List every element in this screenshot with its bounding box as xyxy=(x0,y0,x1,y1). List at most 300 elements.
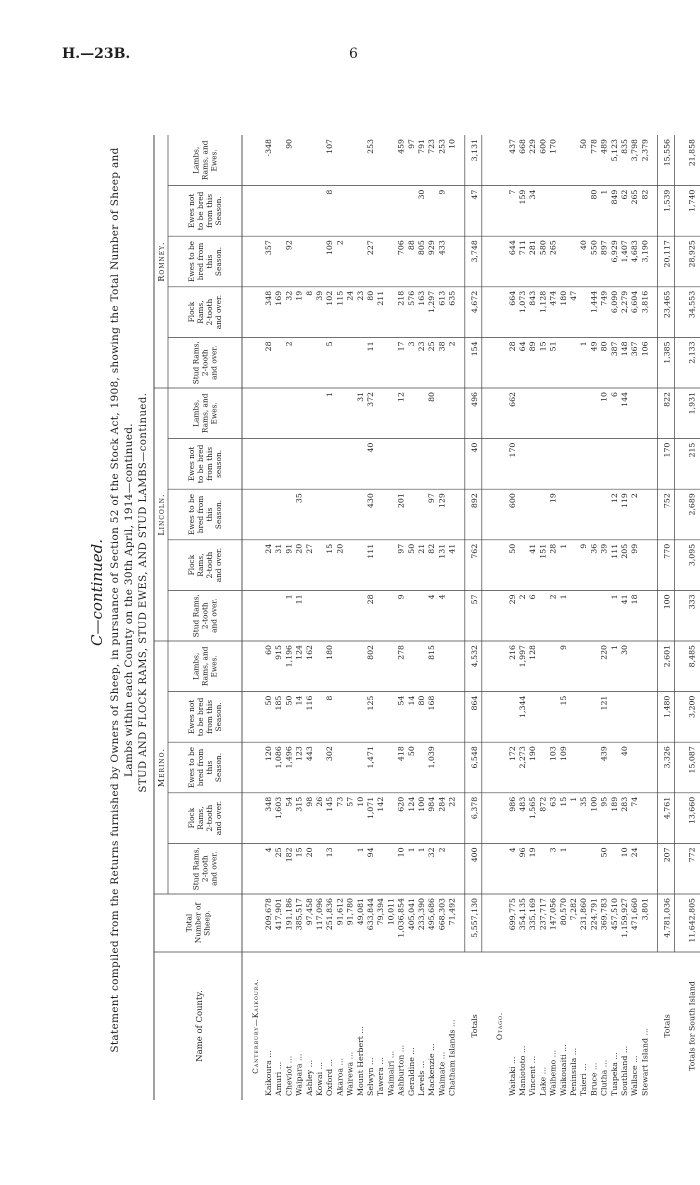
table-cell: 91,780 xyxy=(345,898,355,926)
table-cell: 40 xyxy=(366,442,375,453)
table-cell: 265 xyxy=(630,189,640,205)
table-cell: 189 xyxy=(609,796,619,812)
table-cell: 103 xyxy=(548,746,558,762)
table-cell: 13 xyxy=(325,847,335,858)
table-cell: 1,407 xyxy=(620,240,629,263)
totals-cell: 2,133 xyxy=(687,341,697,364)
totals-cell: 1,539 xyxy=(662,189,672,212)
table-cell: 62 xyxy=(620,189,629,200)
sub-column-header: Rams, xyxy=(196,300,205,324)
totals-cell: 2,689 xyxy=(687,493,697,516)
county-group-header: Otago. xyxy=(494,1011,504,1041)
sub-column-header: Stud Rams, xyxy=(191,847,201,891)
totals-cell: 772 xyxy=(687,847,697,863)
table-cell: 1 xyxy=(406,847,416,853)
table-cell: 489 xyxy=(599,139,609,154)
totals-cell: 4,781,036 xyxy=(662,898,672,938)
table-cell: 1,344 xyxy=(518,695,527,718)
table-cell: 12 xyxy=(609,493,619,504)
table-cell: 253 xyxy=(437,139,447,154)
sub-column-header: to be bred xyxy=(196,444,205,484)
totals-cell: 892 xyxy=(469,493,479,509)
table-cell: 50 xyxy=(599,847,609,858)
table-cell: 57 xyxy=(345,796,355,807)
table-cell: 483 xyxy=(518,796,527,812)
totals-cell: 170 xyxy=(662,442,672,458)
table-cell: 111 xyxy=(366,543,375,559)
table-cell: 849 xyxy=(609,189,619,205)
table-cell: 2 xyxy=(335,240,345,246)
totals-cell: 3,095 xyxy=(687,543,697,567)
table-cell: 111 xyxy=(609,543,619,559)
table-cell: 89 xyxy=(528,341,538,352)
sub-column-header: 2-tooth xyxy=(205,551,214,579)
sub-column-header: Season. xyxy=(214,702,223,732)
table-cell: 354,135 xyxy=(518,898,527,931)
table-cell: 91,612 xyxy=(335,898,345,926)
sub-column-header: bred from xyxy=(196,242,205,281)
table-cell: 99 xyxy=(630,543,640,554)
table-cell: 79,394 xyxy=(376,898,386,926)
county-name: Wallace ... xyxy=(630,1055,640,1096)
table-cell: 600 xyxy=(507,493,517,509)
group-header: Lincoln. xyxy=(157,493,166,536)
table-cell: 94 xyxy=(366,847,375,858)
table-cell: 10,011 xyxy=(386,898,396,926)
sub-column-header: this xyxy=(205,507,214,522)
county-name: Kaikoura ... xyxy=(264,1050,273,1096)
table-cell: 9 xyxy=(437,189,447,195)
table-cell: 80 xyxy=(599,341,609,352)
totals-cell: 28,925 xyxy=(687,240,697,268)
table-cell: 49 xyxy=(589,341,599,352)
table-cell: 4 xyxy=(264,847,273,853)
table-cell: 41 xyxy=(447,543,457,554)
table-cell: 8 xyxy=(325,695,335,701)
table-cell: 835 xyxy=(620,139,629,154)
table-cell: 220 xyxy=(599,645,609,660)
table-cell: 2,279 xyxy=(620,290,629,314)
table-cell: 6,604 xyxy=(630,290,640,314)
table-cell: 80 xyxy=(589,189,599,200)
table-cell: 47 xyxy=(569,290,578,301)
table-cell: 633,844 xyxy=(366,898,375,931)
table-cell: 91 xyxy=(284,543,294,554)
table-cell: 119 xyxy=(620,493,629,509)
totals-cell: 8,485 xyxy=(687,645,697,668)
table-cell: 417,901 xyxy=(274,898,284,931)
table-cell: 1 xyxy=(417,847,426,853)
table-cell: 15 xyxy=(558,796,568,807)
sub-column-header: Season. xyxy=(214,196,223,226)
table-cell: 405,041 xyxy=(406,898,416,931)
table-cell: 14 xyxy=(406,695,416,706)
table-cell: 778 xyxy=(589,139,599,154)
table-cell: 5,123 xyxy=(609,139,619,162)
county-name: Selwyn ... xyxy=(366,1057,375,1096)
sub-column-header: Lambs, xyxy=(191,652,201,680)
totals-cell: 215 xyxy=(687,442,697,458)
table-cell: 1,086 xyxy=(274,746,284,769)
table-cell: 131 xyxy=(437,543,447,559)
table-cell: 1 xyxy=(609,645,619,650)
totals-cell: 3,326 xyxy=(662,746,672,769)
table-cell: 95 xyxy=(599,796,609,807)
county-name: Waipara ... xyxy=(294,1053,304,1096)
table-cell: 8 xyxy=(325,189,335,195)
sub-column-header: bred from xyxy=(196,748,205,787)
sub-column-header: from this xyxy=(205,446,214,481)
table-cell: 19 xyxy=(548,493,558,504)
county-name: Levels ... xyxy=(417,1060,426,1096)
table-cell: 116 xyxy=(304,695,314,711)
total-column-header: Total xyxy=(184,913,194,933)
table-cell: 24 xyxy=(345,290,355,301)
sub-column-header: from this xyxy=(205,699,214,734)
table-cell: 1 xyxy=(558,847,568,853)
table-cell: 15 xyxy=(294,847,304,858)
table-cell: 80,570 xyxy=(558,898,568,926)
county-name: Chatham Islands ... xyxy=(447,1019,457,1096)
table-cell: 4 xyxy=(427,594,437,600)
table-cell: 1,073 xyxy=(518,290,527,314)
table-cell: 63 xyxy=(548,796,558,807)
table-cell: 145 xyxy=(325,796,335,812)
table-cell: 24 xyxy=(264,543,273,554)
table-cell: 180 xyxy=(325,645,335,660)
sub-column-header: Rams, and xyxy=(200,646,210,687)
table-cell: 4,683 xyxy=(630,240,640,263)
county-name: Oxford ... xyxy=(325,1058,335,1096)
totals-cell: 400 xyxy=(469,847,479,863)
sub-column-header: Flock xyxy=(187,807,196,829)
table-cell: 2,379 xyxy=(640,139,650,162)
table-cell: 64 xyxy=(518,341,527,352)
table-cell: 109 xyxy=(558,746,568,762)
table-cell: 162 xyxy=(304,645,314,660)
name-column-header: Name of County. xyxy=(195,990,205,1062)
group-header: Romney. xyxy=(157,241,166,282)
table-cell: 82 xyxy=(640,189,650,200)
table-cell: 2 xyxy=(437,847,447,853)
table-cell: 284 xyxy=(437,796,447,812)
sub-column-header: Rams, xyxy=(196,806,205,830)
table-cell: 897 xyxy=(599,240,609,256)
table-cell: 1,071 xyxy=(366,796,375,820)
sub-column-header: Ewes not xyxy=(187,446,196,482)
totals-cell: 21,858 xyxy=(687,139,697,167)
table-cell: 74 xyxy=(630,796,640,807)
table-cell: 1,128 xyxy=(538,290,548,314)
table-cell: 986 xyxy=(507,796,517,812)
totals-cell: 3,200 xyxy=(687,695,697,718)
table-cell: 6,929 xyxy=(609,240,619,263)
table-cell: 348 xyxy=(264,290,273,306)
totals-cell: 207 xyxy=(662,847,672,863)
county-name: Peninsula ... xyxy=(569,1047,578,1096)
table-cell: 20 xyxy=(304,847,314,858)
sub-column-header: bred from xyxy=(196,495,205,534)
table-cell: 1,603 xyxy=(274,796,284,820)
table-cell: 6,090 xyxy=(609,290,619,314)
table-cell: 5 xyxy=(325,341,335,347)
table-cell: 205 xyxy=(620,543,629,559)
table-cell: 80 xyxy=(366,290,375,301)
table-cell: 357 xyxy=(264,240,273,256)
table-cell: 102 xyxy=(325,290,335,306)
table-cell: 10 xyxy=(396,847,406,858)
table-cell: 4 xyxy=(437,594,447,600)
sub-column-header: Season. xyxy=(214,752,223,783)
county-name: Ashley ... xyxy=(304,1059,314,1096)
table-cell: 3,190 xyxy=(640,240,650,263)
table-cell: 30 xyxy=(417,189,426,200)
table-cell: 170 xyxy=(548,139,558,154)
county-name: Tawera ... xyxy=(376,1057,386,1096)
table-cell: 1 xyxy=(599,189,609,195)
table-cell: 15 xyxy=(325,543,335,554)
sub-column-header: Stud Rams, xyxy=(191,594,201,638)
table-cell: 23 xyxy=(417,341,426,352)
table-cell: 10 xyxy=(355,796,365,807)
table-cell: 209,678 xyxy=(264,898,273,931)
table-cell: 664 xyxy=(507,290,517,306)
sub-column-header: Ewes. xyxy=(209,149,219,172)
table-cell: 706 xyxy=(396,240,406,256)
table-cell: 31 xyxy=(355,392,365,402)
table-cell: 92 xyxy=(284,240,294,251)
table-cell: 90 xyxy=(284,139,294,149)
table-cell: 984 xyxy=(427,796,437,812)
table-cell: 17 xyxy=(396,341,406,352)
table-cell: 550 xyxy=(589,240,599,256)
county-name: Waihemo ... xyxy=(548,1049,558,1096)
sub-column-header: 2-tooth xyxy=(200,602,210,630)
table-cell: 2 xyxy=(630,493,640,499)
county-name: Ashburton ... xyxy=(396,1044,406,1096)
sub-column-header: Ewes not xyxy=(187,193,196,229)
sub-column-header: Season. xyxy=(214,246,223,277)
table-cell: 2 xyxy=(518,594,527,600)
totals-cell: 3,131 xyxy=(469,139,479,162)
table-cell: 40 xyxy=(579,240,589,251)
table-cell: 24 xyxy=(630,847,640,858)
totals-cell: 1,385 xyxy=(662,341,672,364)
table-cell: 39 xyxy=(599,543,609,554)
table-cell: 100 xyxy=(417,796,426,812)
table-cell: 229 xyxy=(528,139,538,154)
table-cell: 723 xyxy=(427,139,437,154)
table-cell: 9 xyxy=(396,594,406,600)
sub-column-header: Lambs, xyxy=(191,399,201,427)
totals-cell: 2,601 xyxy=(662,645,672,668)
sub-column-header: Flock xyxy=(187,301,196,323)
table-cell: 50 xyxy=(507,543,517,554)
table-cell: 433 xyxy=(437,240,447,256)
sub-column-header: Ewes. xyxy=(209,402,219,425)
table-cell: 224,791 xyxy=(589,898,599,931)
table-cell: 100 xyxy=(589,796,599,812)
page-code: H.—23B. xyxy=(62,46,131,62)
table-cell: 233,390 xyxy=(417,898,426,931)
table-cell: 2 xyxy=(447,341,457,347)
table-cell: 97 xyxy=(427,493,437,504)
table-cell: 335,169 xyxy=(528,898,538,931)
sub-column-header: Rams, and xyxy=(200,393,210,434)
table-cell: 1 xyxy=(609,594,619,600)
table-cell: 31 xyxy=(274,543,284,554)
table-cell: 34 xyxy=(528,189,538,200)
table-cell: 580 xyxy=(538,240,548,256)
county-name: Southland ... xyxy=(620,1045,629,1096)
county-name: Maniototo ... xyxy=(518,1045,527,1096)
table-cell: 30 xyxy=(620,645,629,655)
table-cell: 29 xyxy=(507,594,517,605)
table-cell: 107 xyxy=(325,139,335,154)
table-cell: 73 xyxy=(335,796,345,807)
county-name: Taieri ... xyxy=(579,1063,589,1096)
table-cell: 169 xyxy=(274,290,284,306)
county-group-header: Canterbury—Kaikoura. xyxy=(251,978,260,1074)
table-cell: 128 xyxy=(528,645,538,660)
totals-cell: 13,660 xyxy=(687,796,697,825)
table-cell: 471,660 xyxy=(630,898,640,931)
table-cell: 120 xyxy=(264,746,273,762)
table-cell: 791 xyxy=(417,139,426,154)
table-cell: 36 xyxy=(589,543,599,554)
table-cell: 19 xyxy=(528,847,538,858)
table-cell: 430 xyxy=(366,493,375,509)
table-cell: 805 xyxy=(417,240,426,256)
table-cell: 109 xyxy=(325,240,335,256)
table-cell: 815 xyxy=(427,645,437,660)
table-cell: 802 xyxy=(366,645,375,660)
table-cell: 20 xyxy=(335,543,345,554)
sub-column-header: Ewes to be xyxy=(187,493,196,536)
table-cell: 281 xyxy=(528,240,538,256)
table-cell: 41 xyxy=(620,594,629,605)
table-cell: 1,196 xyxy=(284,645,294,668)
table-cell: 387 xyxy=(609,341,619,357)
table-cell: 7 xyxy=(507,189,517,195)
table-cell: 2,273 xyxy=(518,746,527,769)
table-cell: 367 xyxy=(630,341,640,357)
table-cell: 163 xyxy=(417,290,426,306)
table-cell: 98 xyxy=(304,796,314,807)
table-cell: 843 xyxy=(528,290,538,306)
table-cell: 124 xyxy=(294,645,304,660)
table-cell: 216 xyxy=(507,645,517,660)
totals-cell: 770 xyxy=(662,543,672,559)
table-cell: 97,458 xyxy=(304,898,314,926)
table-cell: 348 xyxy=(264,796,273,812)
table-cell: 97 xyxy=(406,139,416,149)
table-cell: 191,186 xyxy=(284,898,294,931)
table-cell: 1 xyxy=(325,392,335,397)
table-cell: 121 xyxy=(599,695,609,711)
county-name: Waimate ... xyxy=(437,1051,447,1096)
county-name: Lake ... xyxy=(538,1066,548,1096)
table-cell: 20 xyxy=(294,543,304,554)
totals-cell: 1,931 xyxy=(687,392,697,415)
totals-row-label: Totals for South Island xyxy=(687,981,697,1071)
table-cell: 10 xyxy=(447,139,457,149)
table-cell: 231,860 xyxy=(579,898,589,931)
table-cell: 385,517 xyxy=(294,898,304,931)
totals-cell: 11,642,805 xyxy=(687,898,697,943)
table-cell: 32 xyxy=(427,847,437,858)
sub-column-header: Rams, xyxy=(196,553,205,577)
sub-column-header: and over. xyxy=(209,851,219,886)
sub-column-header: this xyxy=(205,760,214,775)
table-cell: 182 xyxy=(284,847,294,863)
table-cell: 474 xyxy=(548,290,558,306)
table-cell: 35 xyxy=(579,796,589,807)
sub-column-header: 2-tooth xyxy=(205,298,214,326)
table-cell: 144 xyxy=(620,392,629,407)
table-cell: 9 xyxy=(558,645,568,650)
totals-cell: 47 xyxy=(469,189,479,200)
county-name: Waimairi ... xyxy=(386,1050,396,1096)
table-cell: 26 xyxy=(315,796,324,807)
totals-cell: 154 xyxy=(469,341,479,357)
table-cell: 8 xyxy=(304,290,314,296)
table-cell: 1 xyxy=(284,594,294,600)
table-cell: 27 xyxy=(304,543,314,554)
table-cell: 1,496 xyxy=(284,746,294,769)
table-cell: 418 xyxy=(396,746,406,762)
totals-cell: 333 xyxy=(687,594,697,610)
table-cell: 457,510 xyxy=(609,898,619,931)
sub-column-header: 2-tooth xyxy=(200,349,210,377)
table-cell: 21 xyxy=(417,543,426,554)
sub-column-header: Ewes to be xyxy=(187,240,196,283)
table-cell: 443 xyxy=(304,746,314,762)
table-cell: 1,036,854 xyxy=(396,898,406,938)
table-cell: 3,801 xyxy=(640,898,650,921)
table-cell: 613 xyxy=(437,290,447,306)
table-cell: 15 xyxy=(558,695,568,706)
totals-cell: 496 xyxy=(469,392,479,407)
sub-column-header: and over. xyxy=(214,547,223,583)
totals-cell: 1,740 xyxy=(687,189,697,212)
statement-title: Statement compiled from the Returns furnished by Owners of Sheep, in pursuance of Section 52 of the Stock Act, 1908, showing the Total Number of Sheep and Lambs within each County on the 30th April, 1914—continued. xyxy=(109,147,135,1053)
table-cell: 315 xyxy=(294,796,304,812)
county-name: Vincent ... xyxy=(528,1055,538,1096)
county-name: Cheviot ... xyxy=(284,1055,294,1096)
table-cell: 50 xyxy=(406,543,416,554)
sub-column-header: season. xyxy=(214,449,223,478)
table-cell: 6 xyxy=(609,392,619,397)
table-cell: 7,282 xyxy=(569,898,578,921)
county-name: Kowai ... xyxy=(315,1061,324,1096)
table-cell: 15 xyxy=(538,341,548,352)
sub-column-header: Ewes not xyxy=(187,699,196,735)
sub-column-header: 2-tooth xyxy=(200,855,210,883)
table-cell: 38 xyxy=(437,341,447,352)
table-cell: 265 xyxy=(548,240,558,256)
table-cell: 211 xyxy=(376,290,386,306)
table-cell: 10 xyxy=(620,847,629,858)
table-cell: 1,039 xyxy=(427,746,437,769)
totals-cell: 762 xyxy=(469,543,479,559)
table-cell: 576 xyxy=(406,290,416,306)
table-cell: 201 xyxy=(396,493,406,509)
table-cell: 60 xyxy=(264,645,273,655)
totals-cell: 752 xyxy=(662,493,672,509)
table-cell: 54 xyxy=(396,695,406,706)
totals-cell: 822 xyxy=(662,392,672,407)
